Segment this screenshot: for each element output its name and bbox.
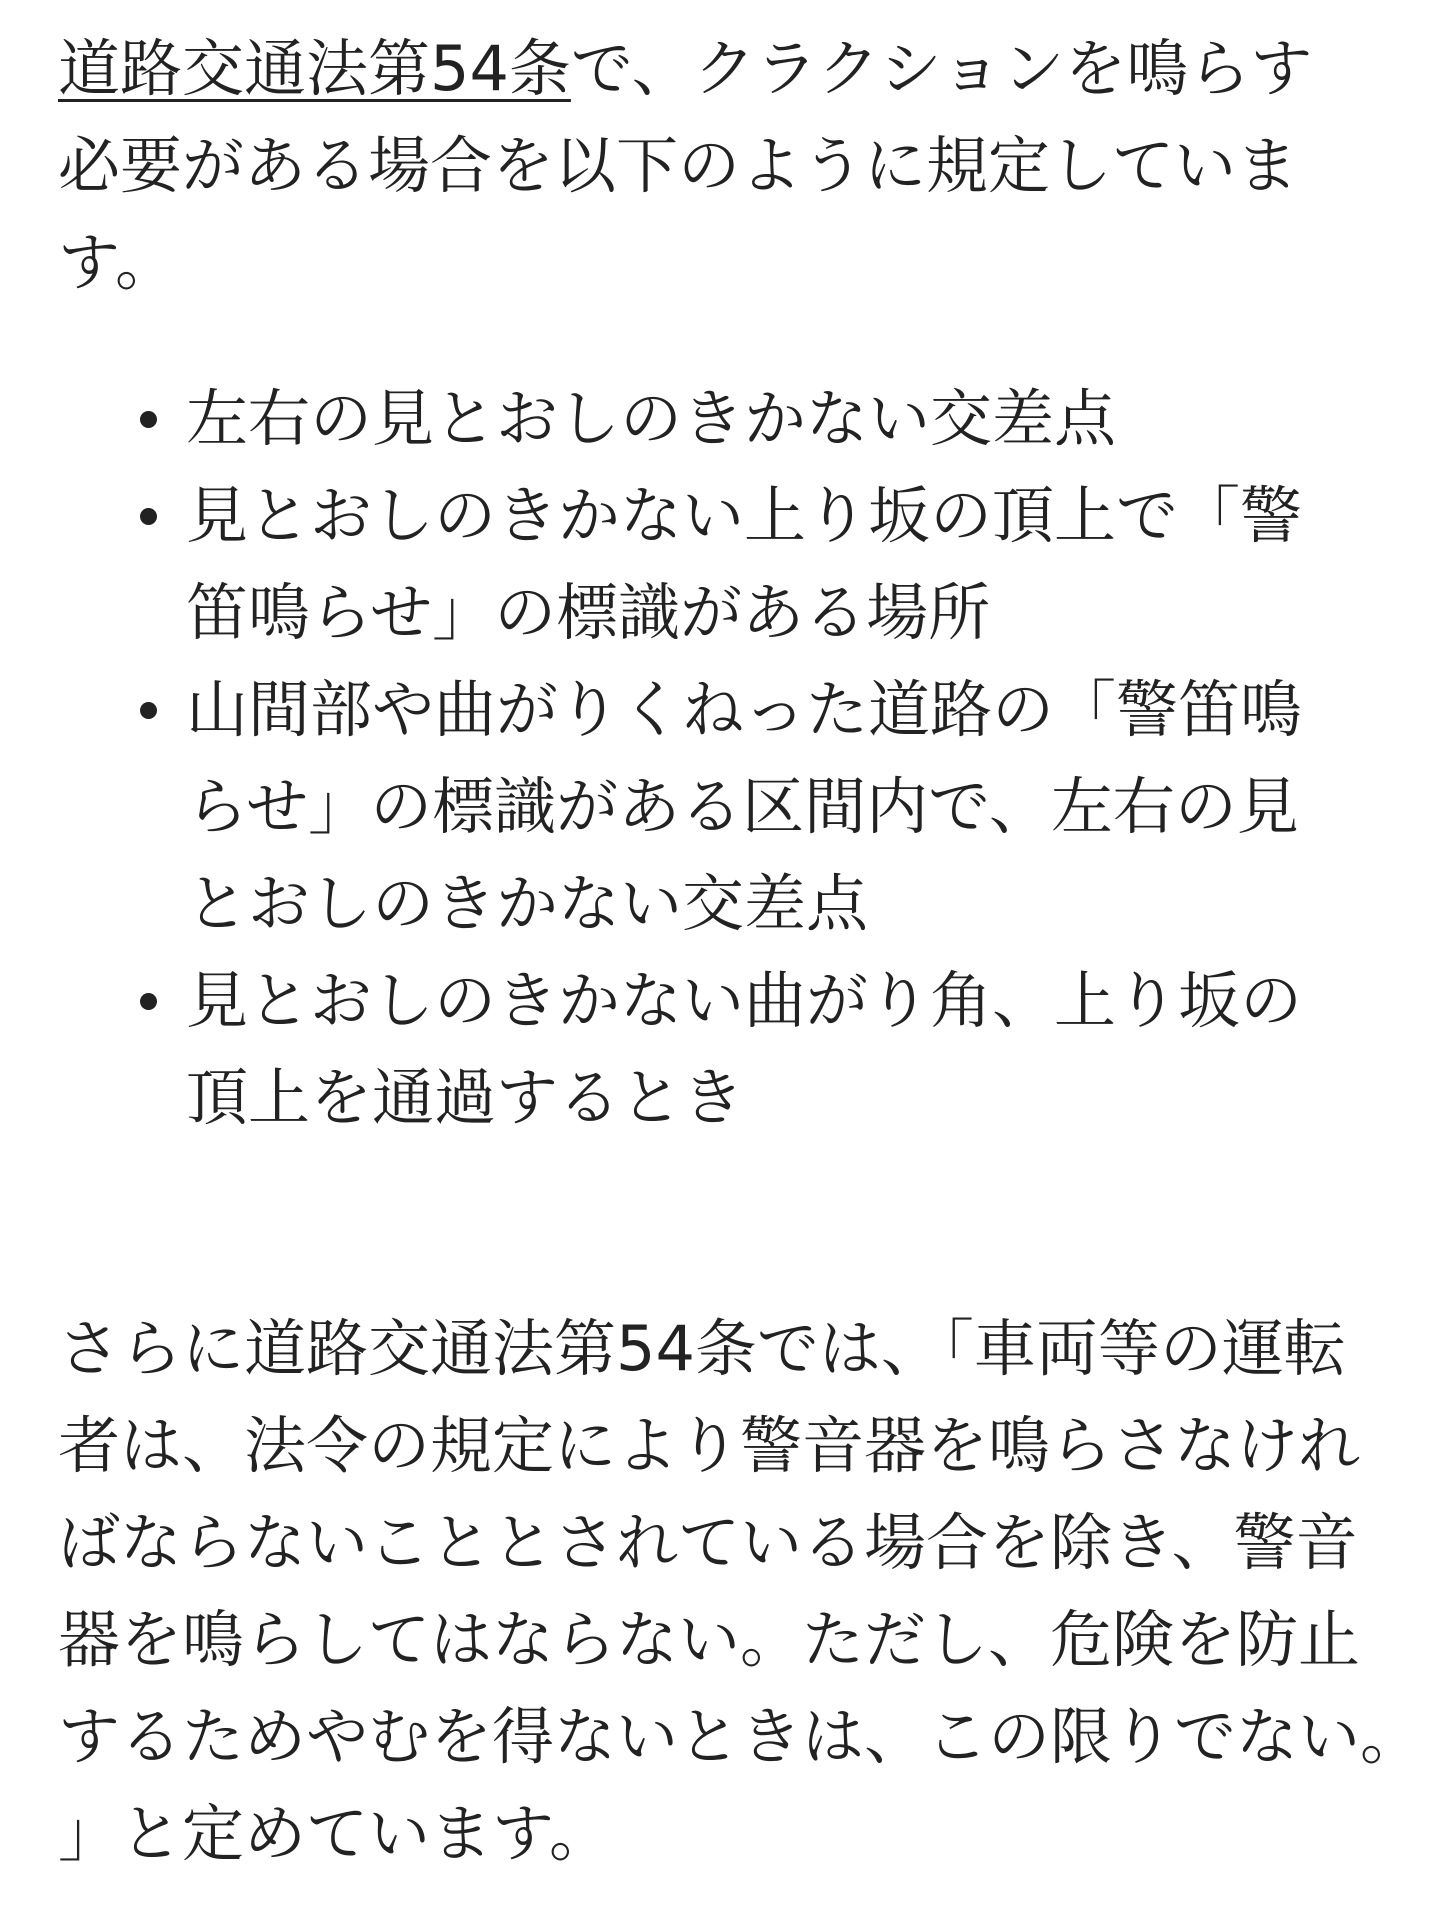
bullet-icon	[140, 508, 157, 525]
list-item-text: 左右の見とおしのきかない交差点	[186, 382, 1117, 455]
horn-required-list	[186, 370, 1336, 1146]
list-item	[186, 661, 1336, 952]
list-item-text: 見とおしのきかない上り坂の頂上で「警笛鳴らせ」の標識がある場所	[186, 479, 1303, 649]
bullet-icon	[140, 993, 157, 1010]
road-traffic-act-link[interactable]: 道路交通法第54条	[58, 32, 571, 105]
list-item	[186, 370, 1336, 467]
list-item	[186, 952, 1336, 1146]
intro-section	[58, 20, 1388, 311]
list-item-text: 見とおしのきかない曲がり角、上り坂の頂上を通過するとき	[186, 964, 1303, 1134]
list-item	[186, 467, 1336, 661]
article-54-paragraph: さらに道路交通法第54条では、「車両等の運転者は、法令の規定により警音器を鳴らさなければならないこととされている場合を除き、警音器を鳴らしてはならない。ただし、危険を防止するためやむを得ないときは、この限りでない。」と定めています。	[58, 1312, 1392, 1870]
bullet-icon	[140, 411, 157, 428]
list-item-text: 山間部や曲がりくねった道路の「警笛鳴らせ」の標識がある区間内で、左右の見とおしのきかない交差点	[186, 673, 1303, 940]
intro-paragraph	[58, 20, 1348, 311]
intro-text: で、クラクションを鳴らす必要がある場合を以下のように規定しています。	[58, 32, 1313, 299]
bullet-icon	[140, 702, 157, 719]
